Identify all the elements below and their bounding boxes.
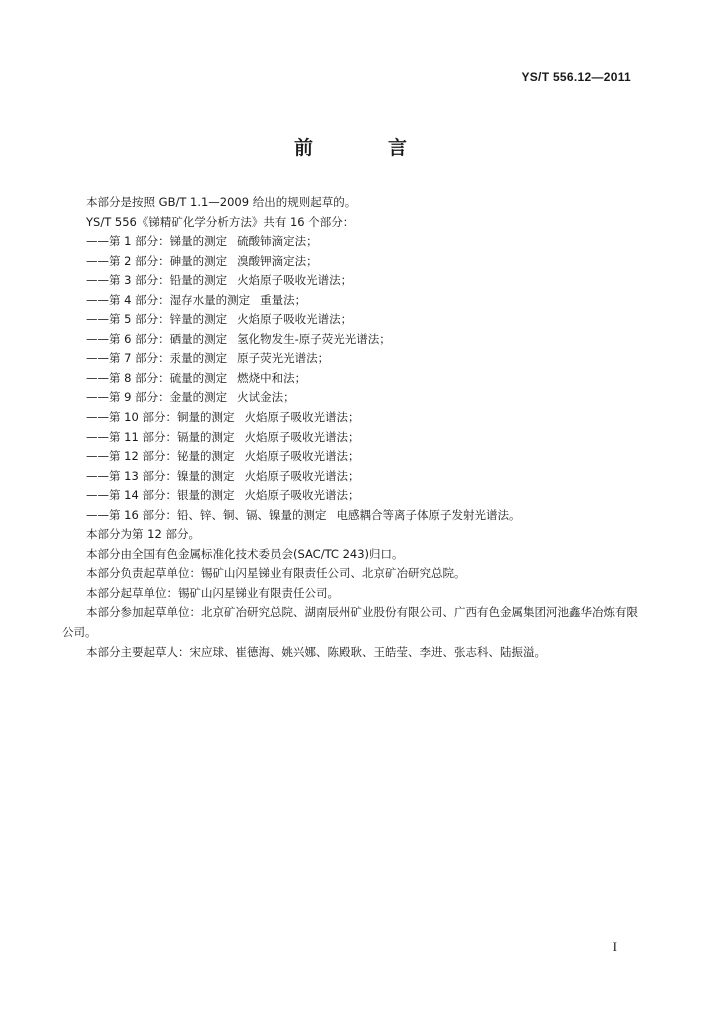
- list-item: [62, 349, 642, 369]
- part-method: 火试金法；: [237, 390, 295, 405]
- part-number: ——第 7 部分：汞量的测定: [86, 351, 228, 366]
- list-item: [62, 310, 642, 330]
- list-item: [62, 271, 642, 291]
- part-number: ——第 12 部分：铋量的测定: [86, 449, 235, 464]
- list-item: [62, 232, 642, 252]
- list-item: [62, 506, 642, 526]
- part-number: ——第 5 部分：锌量的测定: [86, 312, 228, 327]
- participating-units-paragraph: 本部分参加起草单位：北京矿冶研究总院、湖南辰州矿业股份有限公司、广西有色金属集团河池鑫华冶炼有限公司。: [62, 605, 638, 640]
- list-item: [62, 447, 642, 467]
- list-item: [62, 252, 642, 272]
- part-number: ——第 1 部分：锑量的测定: [86, 234, 228, 249]
- part-method: 硫酸铈滴定法；: [237, 234, 318, 249]
- part-number: ——第 16 部分：铅、锌、铜、镉、镍量的测定: [86, 507, 327, 522]
- part-number: ——第 6 部分：硒量的测定: [86, 331, 228, 346]
- list-item: [62, 486, 642, 506]
- part-method: 火焰原子吸收光谱法；: [244, 468, 360, 483]
- list-item: [62, 428, 642, 448]
- part-method: 火焰原子吸收光谱法；: [237, 312, 353, 327]
- part-number: ——第 10 部分：铜量的测定: [86, 410, 235, 425]
- drafting-unit-paragraph: 本部分起草单位：锡矿山闪星锑业有限责任公司。: [86, 585, 339, 600]
- standard-code: YS/T 556.12—2011: [521, 70, 631, 84]
- intro-paragraph: YS/T 556《锑精矿化学分析方法》共有 16 个部分：: [86, 214, 355, 229]
- foreword-body: [62, 193, 642, 662]
- part-method: 原子荧光光谱法；: [237, 351, 330, 366]
- part-method: 溴酸钾滴定法；: [237, 253, 318, 268]
- part-method: 燃烧中和法；: [237, 370, 307, 385]
- part-number: ——第 4 部分：湿存水量的测定: [86, 292, 251, 307]
- this-part-paragraph: 本部分为第 12 部分。: [86, 527, 200, 542]
- part-method: 火焰原子吸收光谱法；: [244, 410, 360, 425]
- list-item: [62, 467, 642, 487]
- part-number: ——第 3 部分：铅量的测定: [86, 273, 228, 288]
- drafters-paragraph: 本部分主要起草人：宋应球、崔德海、姚兴娜、陈殿耿、王皓莹、李进、张志科、陆振溢。: [86, 644, 546, 659]
- list-item: [62, 291, 642, 311]
- list-item: [62, 408, 642, 428]
- list-item: [62, 369, 642, 389]
- part-method: 火焰原子吸收光谱法；: [237, 273, 353, 288]
- part-method: 火焰原子吸收光谱法；: [244, 429, 360, 444]
- part-method: 电感耦合等离子体原子发射光谱法。: [336, 507, 521, 522]
- part-number: ——第 8 部分：硫量的测定: [86, 370, 228, 385]
- part-number: ——第 11 部分：镉量的测定: [86, 429, 235, 444]
- page-number: I: [612, 939, 617, 954]
- committee-paragraph: 本部分由全国有色金属标准化技术委员会(SAC/TC 243)归口。: [86, 546, 404, 561]
- part-number: ——第 9 部分：金量的测定: [86, 390, 228, 405]
- part-number: ——第 13 部分：镍量的测定: [86, 468, 235, 483]
- part-number: ——第 2 部分：砷量的测定: [86, 253, 228, 268]
- list-item: [62, 330, 642, 350]
- page-title: 前 言: [293, 137, 435, 159]
- part-method: 火焰原子吸收光谱法；: [244, 449, 360, 464]
- intro-paragraph: 本部分是按照 GB/T 1.1—2009 给出的规则起草的。: [86, 195, 357, 209]
- list-item: [62, 388, 642, 408]
- part-method: 重量法；: [260, 292, 307, 307]
- part-method: 氢化物发生-原子荧光光谱法；: [237, 331, 391, 346]
- responsible-unit-paragraph: 本部分负责起草单位：锡矿山闪星锑业有限责任公司、北京矿冶研究总院。: [86, 566, 466, 581]
- parts-list: [62, 232, 642, 525]
- part-number: ——第 14 部分：银量的测定: [86, 488, 235, 503]
- part-method: 火焰原子吸收光谱法；: [244, 488, 360, 503]
